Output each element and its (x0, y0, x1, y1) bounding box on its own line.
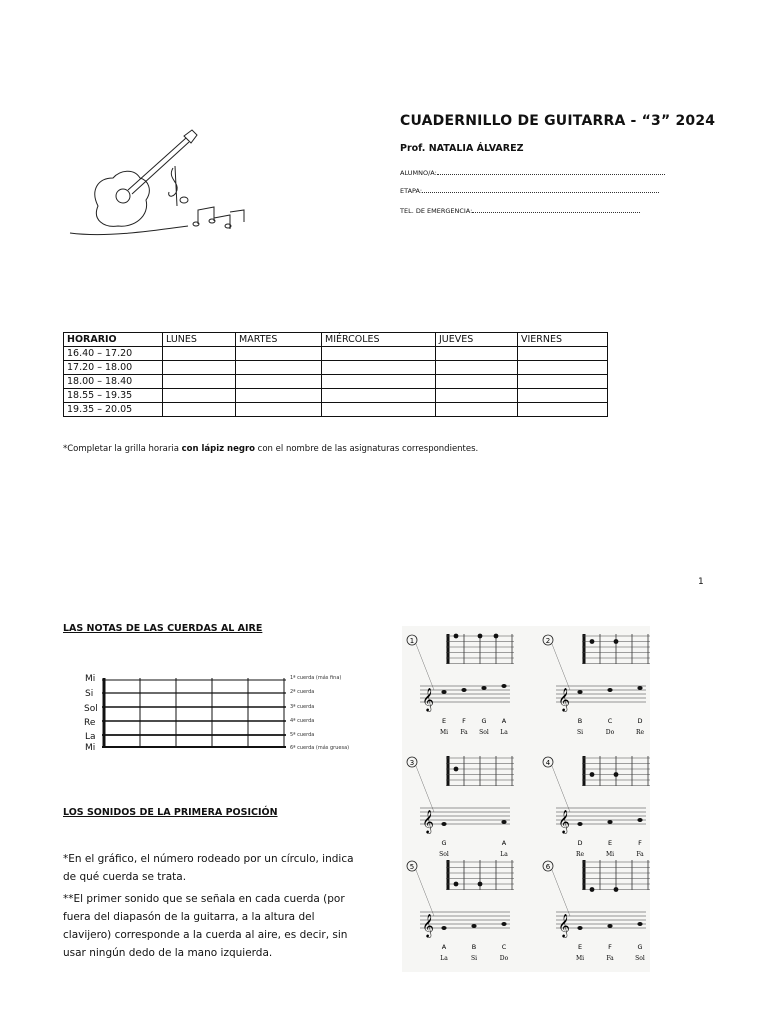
table-cell (436, 389, 518, 403)
treble-clef-icon: 𝄞 (422, 687, 434, 711)
note-name: Si (470, 955, 478, 962)
note-letter: E (577, 943, 583, 951)
table-cell (518, 389, 608, 403)
table-row (64, 389, 608, 403)
note-letter: D (637, 717, 643, 725)
stage-field-label: ETAPA: (400, 187, 423, 195)
table-cell (236, 403, 322, 417)
staff-note (577, 690, 582, 694)
string-number-label: 5 (409, 863, 415, 871)
page-number: 1 (698, 577, 704, 587)
staff-note (441, 926, 446, 930)
staff-note (501, 922, 506, 926)
staff-note (607, 688, 612, 692)
staff-note (577, 926, 582, 930)
note-name: Re (635, 729, 645, 736)
note-letter: E (607, 839, 613, 847)
table-cell (322, 347, 436, 361)
column-header: JUEVES (436, 333, 518, 347)
note-name: La (500, 851, 508, 858)
table-cell (322, 403, 436, 417)
table-cell (322, 375, 436, 389)
finger-dot (590, 887, 595, 892)
staff-note (607, 924, 612, 928)
finger-dot (614, 887, 619, 892)
string-description: 6ª cuerda (más gruesa) (290, 745, 350, 751)
finger-dot (454, 767, 459, 772)
string-label: Re (84, 718, 96, 728)
note-diagram (540, 752, 650, 866)
treble-clef-icon: 𝄞 (558, 913, 570, 937)
table-cell (163, 361, 236, 375)
note-letter: C (607, 717, 613, 725)
string-label: Si (85, 689, 94, 699)
table-cell (518, 361, 608, 375)
string-description: 3ª cuerda (290, 704, 315, 710)
table-row (64, 375, 608, 389)
guitar-illustration (68, 128, 258, 238)
table-cell (322, 361, 436, 375)
column-header: MIÉRCOLES (322, 333, 436, 347)
pointer-line (416, 870, 434, 916)
pointer-line (552, 766, 570, 812)
staff-note (501, 684, 506, 688)
table-row (64, 347, 608, 361)
note-letter: G (481, 717, 487, 725)
string-description: 4ª cuerda (290, 718, 315, 724)
finger-dot (590, 639, 595, 644)
finger-dot (454, 882, 459, 887)
note-name: Sol (635, 955, 645, 962)
staff-note (471, 924, 476, 928)
staff-note (607, 820, 612, 824)
finger-dot (454, 634, 459, 639)
note-letter: B (577, 717, 583, 725)
finger-dot (590, 772, 595, 777)
string-label: Sol (84, 704, 98, 714)
time-cell: 18.55 – 19.35 (64, 389, 163, 403)
time-cell: 17.20 – 18.00 (64, 361, 163, 375)
table-cell (163, 389, 236, 403)
string-number-label: 6 (545, 863, 551, 871)
table-cell (436, 361, 518, 375)
table-cell (236, 361, 322, 375)
string-number-label: 4 (545, 759, 551, 767)
table-row (64, 361, 608, 375)
time-cell: 19.35 – 20.05 (64, 403, 163, 417)
table-header-row (64, 333, 608, 347)
table-cell (436, 347, 518, 361)
staff-note (577, 822, 582, 826)
column-header: HORARIO (64, 333, 163, 347)
note-letter: F (638, 839, 642, 847)
table-cell (518, 375, 608, 389)
note-name: Mi (575, 955, 585, 962)
note-name: Mi (605, 851, 615, 858)
note-letter: A (501, 717, 507, 725)
treble-clef-icon: 𝄞 (558, 687, 570, 711)
table-cell (236, 389, 322, 403)
finger-dot (614, 772, 619, 777)
finger-dot (478, 882, 483, 887)
note-letter: A (441, 943, 447, 951)
string-label: Mi (85, 674, 96, 684)
column-header: MARTES (236, 333, 322, 347)
note-name: Fa (636, 851, 644, 858)
student-field-label: ALUMNO/A: (400, 169, 437, 177)
staff-note (501, 820, 506, 824)
note-diagram (540, 630, 650, 744)
staff-note (637, 922, 642, 926)
first-position-heading: LOS SONIDOS DE LA PRIMERA POSICIÓN (63, 807, 278, 818)
staff-note (441, 690, 446, 694)
note-name: La (500, 729, 508, 736)
table-cell (518, 403, 608, 417)
note-letter: G (637, 943, 643, 951)
note-letter: B (471, 943, 477, 951)
finger-dot (478, 634, 483, 639)
string-label: Mi (85, 743, 96, 753)
time-cell: 18.00 – 18.40 (64, 375, 163, 389)
schedule-table (63, 332, 608, 417)
student-field (400, 168, 665, 177)
treble-clef-icon: 𝄞 (422, 913, 434, 937)
staff-note (441, 822, 446, 826)
staff-note (481, 686, 486, 690)
staff-note (637, 686, 642, 690)
table-cell (436, 375, 518, 389)
open-strings-heading: LAS NOTAS DE LAS CUERDAS AL AIRE (63, 623, 263, 634)
note-name: Fa (606, 955, 614, 962)
paragraph: **El primer sonido que se señala en cada cuerda (por fuera del diapasón de la guitarra, a la altura del clavijero) corresponde a la cuerda al aire, es decir, sin usar ningún dedo de la mano izquierda. (63, 893, 348, 959)
note-letter: F (608, 943, 612, 951)
table-cell (163, 347, 236, 361)
note-letter: G (441, 839, 447, 847)
time-cell: 16.40 – 17.20 (64, 347, 163, 361)
string-description: 1ª cuerda (más fina) (290, 675, 342, 681)
string-label: La (85, 732, 96, 742)
table-cell (518, 347, 608, 361)
note-text: *Completar la grilla horaria (63, 444, 182, 454)
treble-clef-icon: 𝄞 (422, 809, 434, 833)
fretboard-diagram (98, 676, 288, 752)
schedule-note (63, 444, 478, 454)
string-number-label: 1 (409, 637, 415, 645)
table-cell (163, 375, 236, 389)
note-name: Sol (479, 729, 489, 736)
column-header: LUNES (163, 333, 236, 347)
note-diagram (404, 630, 514, 744)
pointer-line (552, 870, 570, 916)
table-cell (322, 389, 436, 403)
note-diagram (404, 752, 514, 866)
pointer-line (416, 766, 434, 812)
staff-note (637, 818, 642, 822)
pointer-line (416, 644, 434, 690)
note-name: Mi (439, 729, 449, 736)
document-title: CUADERNILLO DE GUITARRA - “3” 2024 (400, 113, 716, 129)
note-emphasis: con lápiz negro (181, 444, 255, 454)
column-header: VIERNES (518, 333, 608, 347)
emergency-phone-field (400, 206, 640, 215)
table-cell (436, 403, 518, 417)
paragraph: *En el gráfico, el número rodeado por un círculo, indica de qué cuerda se trata. (63, 853, 354, 883)
note-letter: F (462, 717, 466, 725)
note-letter: D (577, 839, 583, 847)
table-cell (163, 403, 236, 417)
note-name: Sol (439, 851, 449, 858)
string-description: 5ª cuerda (290, 732, 315, 738)
note-diagram (540, 856, 650, 970)
note-name: Do (605, 729, 615, 736)
teacher-name: Prof. NATALIA ÁLVAREZ (400, 143, 524, 154)
note-letter: A (501, 839, 507, 847)
treble-clef-icon: 𝄞 (558, 809, 570, 833)
note-text-end: con el nombre de las asignaturas correspondientes. (254, 444, 479, 454)
table-cell (236, 375, 322, 389)
pointer-line (552, 644, 570, 690)
note-name: Si (576, 729, 584, 736)
emergency-phone-label: TEL. DE EMERGENCIA: (400, 207, 473, 215)
note-letter: E (441, 717, 447, 725)
note-name: La (440, 955, 448, 962)
string-number-label: 2 (545, 637, 551, 645)
note-letter: C (501, 943, 507, 951)
note-diagram (404, 856, 514, 970)
note-name: Re (575, 851, 585, 858)
stage-field (400, 186, 659, 195)
string-description: 2ª cuerda (290, 689, 315, 695)
note-name: Fa (460, 729, 468, 736)
staff-note (461, 688, 466, 692)
string-number-label: 3 (409, 759, 415, 767)
table-cell (236, 347, 322, 361)
note-name: Do (499, 955, 509, 962)
table-row (64, 403, 608, 417)
finger-dot (614, 639, 619, 644)
finger-dot (494, 634, 499, 639)
